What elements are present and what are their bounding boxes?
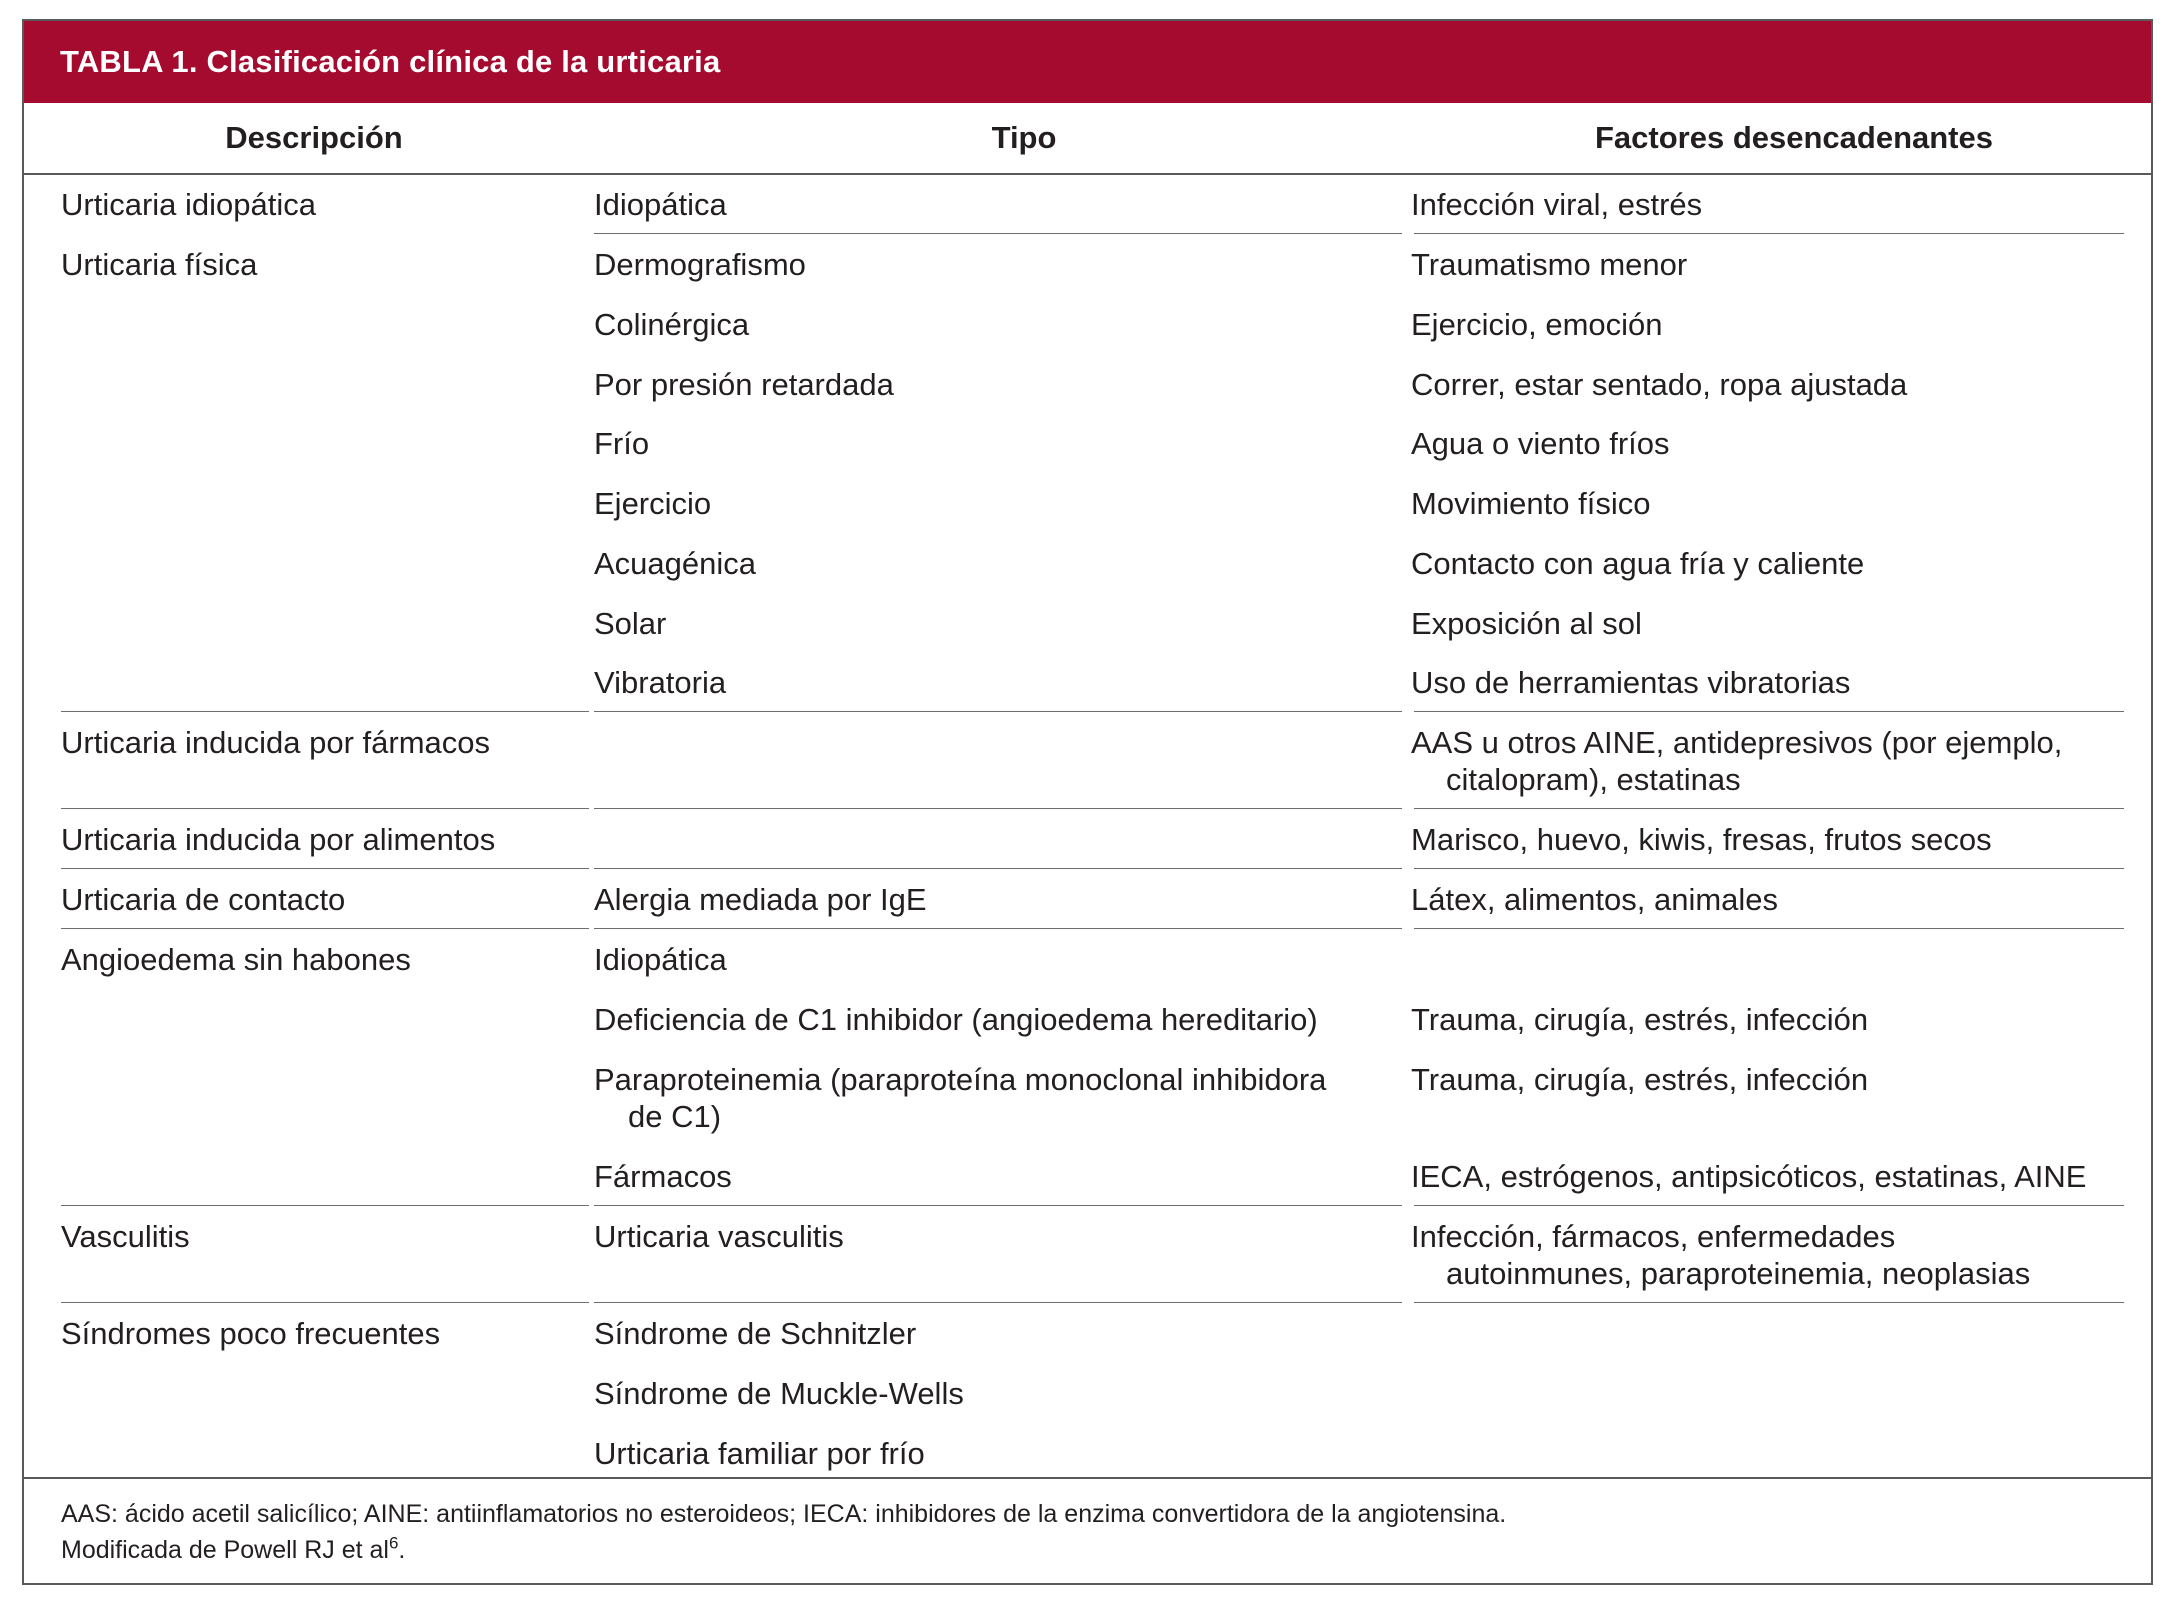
table-cell: Síndrome de Schnitzler <box>594 1316 917 1351</box>
table-cell: Frío <box>594 426 650 461</box>
table-cell: Urticaria vasculitis <box>594 1219 844 1254</box>
table-title: TABLA 1. Clasificación clínica de la urticaria <box>24 21 2151 103</box>
row-divider <box>61 928 589 929</box>
row-divider <box>594 928 1402 929</box>
table-cell: Por presión retardada <box>594 367 894 402</box>
footnote-source <box>61 1533 405 1567</box>
table-cell: Ejercicio, emoción <box>1411 307 1663 342</box>
table-cell: Látex, alimentos, animales <box>1411 882 1779 917</box>
table-cell: Ejercicio <box>594 486 712 521</box>
table-cell: de C1) <box>628 1099 722 1134</box>
header-descripcion: Descripción <box>225 120 403 155</box>
footer-divider <box>24 1477 2151 1479</box>
table-cell: Urticaria idiopática <box>61 187 316 222</box>
table-cell: Trauma, cirugía, estrés, infección <box>1411 1002 1869 1037</box>
table-cell: Exposición al sol <box>1411 606 1642 641</box>
row-divider <box>594 711 1402 712</box>
table-cell: Urticaria inducida por alimentos <box>61 822 496 857</box>
table-cell: Colinérgica <box>594 307 750 342</box>
table-cell: Alergia mediada por IgE <box>594 882 927 917</box>
table-cell: Deficiencia de C1 inhibidor (angioedema hereditario) <box>594 1002 1318 1037</box>
table-cell: Infección viral, estrés <box>1411 187 1703 222</box>
row-divider <box>1414 928 2124 929</box>
row-divider <box>61 808 589 809</box>
row-divider <box>61 1302 589 1303</box>
table-cell: Fármacos <box>594 1159 732 1194</box>
table-cell: AAS u otros AINE, antidepresivos (por ejemplo, <box>1411 725 2063 760</box>
table-cell: Movimiento físico <box>1411 486 1651 521</box>
row-divider <box>1414 233 2124 234</box>
footnote-source-text: Modificada de Powell RJ et al <box>61 1536 389 1564</box>
table-header-row <box>24 103 2151 175</box>
table-cell: Paraproteinemia (paraproteína monoclonal inhibidora <box>594 1062 1327 1097</box>
table-cell: Síndrome de Muckle-Wells <box>594 1376 964 1411</box>
row-divider <box>594 808 1402 809</box>
table-cell: Infección, fármacos, enfermedades <box>1411 1219 1896 1254</box>
table-cell: Acuagénica <box>594 546 757 581</box>
row-divider <box>61 868 589 869</box>
table-cell: Agua o viento fríos <box>1411 426 1670 461</box>
footnote-reference: 6 <box>388 1533 399 1553</box>
table-cell: Urticaria inducida por fármacos <box>61 725 491 760</box>
table-cell: Trauma, cirugía, estrés, infección <box>1411 1062 1869 1097</box>
table-cell: citalopram), estatinas <box>1446 762 1741 797</box>
table-cell: Urticaria física <box>61 247 258 282</box>
row-divider <box>594 1302 1402 1303</box>
row-divider <box>1414 1205 2124 1206</box>
row-divider <box>1414 808 2124 809</box>
row-divider <box>1414 868 2124 869</box>
row-divider <box>1414 1302 2124 1303</box>
row-divider <box>61 711 589 712</box>
row-divider <box>594 868 1402 869</box>
table-cell: Traumatismo menor <box>1411 247 1688 282</box>
footnote-abbreviations: AAS: ácido acetil salicílico; AINE: antiinflamatorios no esteroideos; IECA: inhibidores de la enzima convertidora de la angiotensina. <box>61 1500 1507 1528</box>
table-cell: Solar <box>594 606 667 641</box>
table-cell: Contacto con agua fría y caliente <box>1411 546 1865 581</box>
row-divider <box>594 1205 1402 1206</box>
table-cell: Idiopática <box>594 187 727 222</box>
table-cell: Vibratoria <box>594 665 727 700</box>
table-cell: Marisco, huevo, kiwis, fresas, frutos secos <box>1411 822 1992 857</box>
table-cell: Angioedema sin habones <box>61 942 411 977</box>
table-cell: autoinmunes, paraproteinemia, neoplasias <box>1446 1256 2031 1291</box>
header-factores: Factores desencadenantes <box>1594 120 1993 155</box>
row-divider <box>61 1205 589 1206</box>
row-divider <box>594 233 1402 234</box>
table-cell: Urticaria de contacto <box>61 882 346 917</box>
table-cell: Urticaria familiar por frío <box>594 1436 925 1471</box>
table-cell: Uso de herramientas vibratorias <box>1411 665 1851 700</box>
table-cell: IECA, estrógenos, antipsicóticos, estatinas, AINE <box>1411 1159 2087 1194</box>
table-cell: Dermografismo <box>594 247 806 282</box>
clinical-classification-table <box>22 19 2153 1585</box>
row-divider <box>1414 711 2124 712</box>
header-tipo: Tipo <box>991 120 1057 155</box>
table-cell: Síndromes poco frecuentes <box>61 1316 441 1351</box>
table-cell: Idiopática <box>594 942 727 977</box>
table-cell: Vasculitis <box>61 1219 190 1254</box>
footnote-period: . <box>398 1536 406 1564</box>
table-cell: Correr, estar sentado, ropa ajustada <box>1411 367 1908 402</box>
